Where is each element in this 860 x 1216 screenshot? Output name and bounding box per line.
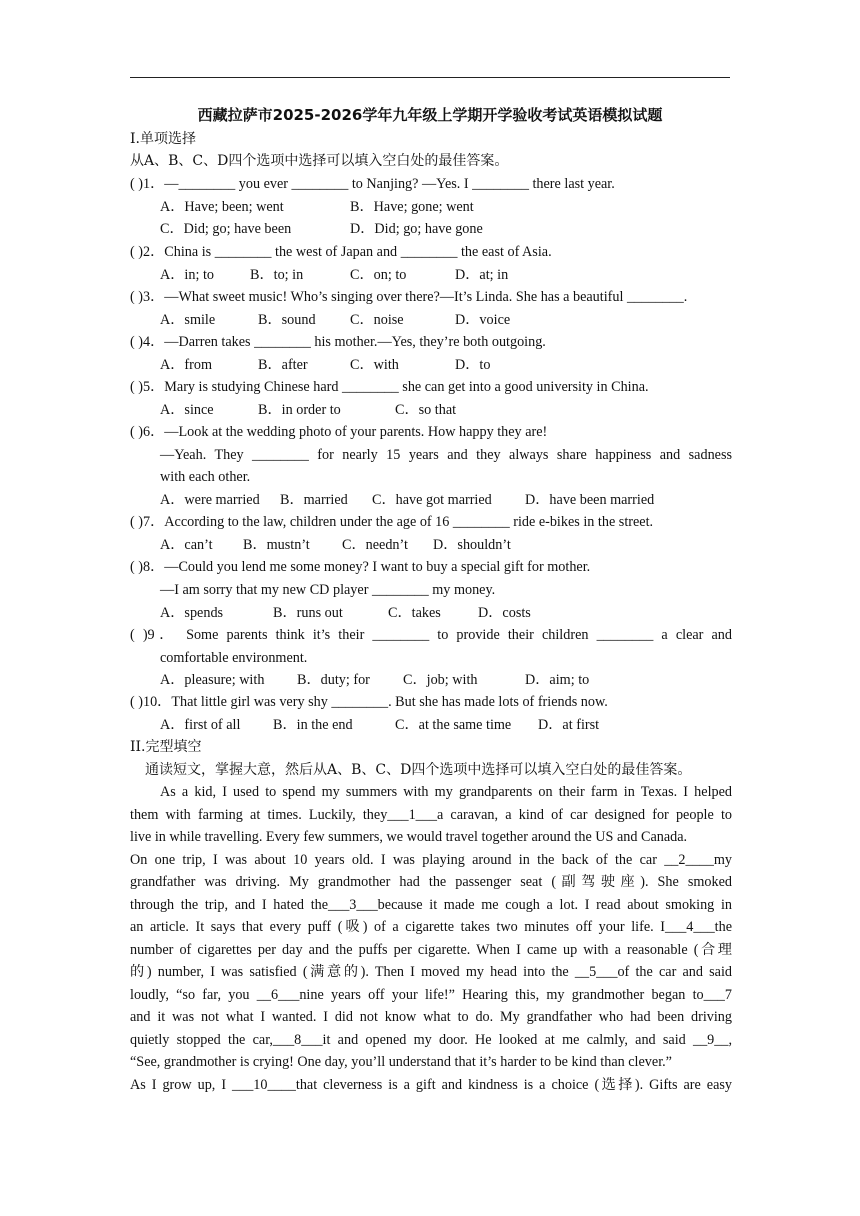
q8-option-b: B．runs out [273, 605, 343, 621]
question-3: ( )3．—What sweet music! Who’s singing over there?—It’s Linda. She has a beautiful ________. [130, 289, 688, 305]
q6-option-b: B．married [280, 492, 348, 508]
passage-line-10: loudly, “so far, you __6___nine years off your life!” Hearing this, my grandmother began to___7 [130, 987, 732, 1003]
q7-option-c: C．needn’t [342, 537, 408, 553]
passage-line-4: On one trip, I was about 10 years old. I was playing around in the back of the car __2____my [130, 852, 732, 868]
section-1-heading: I.单项选择 [130, 131, 196, 147]
question-5: ( )5．Mary is studying Chinese hard ________ she can get into a good university in China. [130, 379, 649, 395]
question-7: ( )7．According to the law, children under the age of 16 ________ ride e-bikes in the street. [130, 514, 654, 530]
q9-option-c: C．job; with [403, 672, 478, 688]
q1-option-b: B．Have; gone; went [350, 199, 474, 215]
q2-option-d: D．at; in [455, 267, 509, 283]
question-6-continuation-2: with each other. [160, 469, 251, 485]
passage-line-2: them with farming at times. Luckily, they___1___a caravan, a kind of car designed for people to [130, 807, 732, 823]
question-4: ( )4．—Darren takes ________ his mother.—Yes, they’re both outgoing. [130, 334, 546, 350]
passage-line-8: number of cigarettes per day and the puffs per cigarette. When I came up with a reasonable (合理 [130, 942, 732, 958]
q3-option-c: C．noise [350, 312, 404, 328]
q8-option-d: D．costs [478, 605, 531, 621]
q4-option-a: A．from [160, 357, 213, 373]
header-rule [130, 77, 730, 78]
q10-option-c: C．at the same time [395, 717, 512, 733]
passage-line-7: an article. It says that every puff (吸) of a cigarette takes two minutes off your life. I___4___the [130, 919, 732, 935]
q9-option-d: D．aim; to [525, 672, 590, 688]
q3-option-d: D．voice [455, 312, 511, 328]
section-1-instruction: 从A、B、C、D四个选项中选择可以填入空白处的最佳答案。 [130, 153, 509, 169]
passage-line-1: As a kid, I used to spend my summers with my grandparents on their farm in Texas. I helped [160, 784, 732, 800]
q5-option-a: A．since [160, 402, 214, 418]
q3-option-a: A．smile [160, 312, 216, 328]
passage-line-14: As I grow up, I ___10____that cleverness is a gift and kindness is a choice (选择). Gifts are easy [130, 1077, 732, 1093]
q4-option-d: D．to [455, 357, 491, 373]
q9-option-a: A．pleasure; with [160, 672, 265, 688]
passage-line-5: grandfather was driving. My grandmother had the passenger seat (副驾驶座). She smoked [130, 874, 732, 890]
question-10: ( )10．That little girl was very shy ________. But she has made lots of friends now. [130, 694, 608, 710]
q6-option-a: A．were married [160, 492, 260, 508]
question-8-continuation: —I am sorry that my new CD player ________ my money. [160, 582, 496, 598]
q7-option-a: A．can’t [160, 537, 213, 553]
q1-option-d: D．Did; go; have gone [350, 221, 483, 237]
q10-option-b: B．in the end [273, 717, 353, 733]
q8-option-c: C．takes [388, 605, 441, 621]
q8-option-a: A．spends [160, 605, 224, 621]
q2-option-a: A．in; to [160, 267, 214, 283]
question-2: ( )2．China is ________ the west of Japan and ________ the east of Asia. [130, 244, 552, 260]
passage-line-13: “See, grandmother is crying! One day, you’ll understand that it’s harder to be kind than clever.” [130, 1054, 672, 1070]
q5-option-c: C．so that [395, 402, 457, 418]
section-2-instruction: 通读短文，掌握大意，然后从A、B、C、D四个选项中选择可以填入空白处的最佳答案。 [145, 762, 692, 778]
question-1: ( )1．—________ you ever ________ to Nanjing? —Yes. I ________ there last year. [130, 176, 615, 192]
question-9-continuation: comfortable environment. [160, 650, 308, 666]
passage-line-12: quietly stopped the car,___8___it and opened my door. He looked at me calmly, and said __9__, [130, 1032, 732, 1048]
q4-option-c: C．with [350, 357, 399, 373]
q1-option-c: C．Did; go; have been [160, 221, 292, 237]
passage-line-6: through the trip, and I hated the___3___because it made me cough a lot. I read about smoking in [130, 897, 732, 913]
q6-option-c: C．have got married [372, 492, 492, 508]
question-9: ( )9． Some parents think it’s their ________ to provide their children ________ a clear and [130, 627, 732, 643]
passage-line-9: 的) number, I was satisfied (满意的). Then I moved my head into the __5___of the car and said [130, 964, 732, 980]
question-6-continuation: —Yeah. They ________ for nearly 15 years and they always share happiness and sadness [160, 447, 732, 463]
q1-option-a: A．Have; been; went [160, 199, 284, 215]
q7-option-d: D．shouldn’t [433, 537, 511, 553]
q5-option-b: B．in order to [258, 402, 341, 418]
q6-option-d: D．have been married [525, 492, 655, 508]
q9-option-b: B．duty; for [297, 672, 370, 688]
q4-option-b: B．after [258, 357, 308, 373]
q7-option-b: B．mustn’t [243, 537, 310, 553]
passage-line-3: live in while travelling. Every few summers, we would travel together around the US and Canada. [130, 829, 688, 845]
section-2-heading: II.完型填空 [130, 739, 202, 755]
passage-line-11: and it was not what I wanted. I did not know what to do. My grandfather who had been driving [130, 1009, 732, 1025]
q2-option-b: B．to; in [250, 267, 304, 283]
question-8: ( )8．—Could you lend me some money? I want to buy a special gift for mother. [130, 559, 591, 575]
q10-option-d: D．at first [538, 717, 600, 733]
page-title: 西藏拉萨市2025-2026学年九年级上学期开学验收考试英语模拟试题 [197, 106, 663, 124]
q2-option-c: C．on; to [350, 267, 407, 283]
question-6: ( )6．—Look at the wedding photo of your parents. How happy they are! [130, 424, 548, 440]
q10-option-a: A．first of all [160, 717, 241, 733]
q3-option-b: B．sound [258, 312, 316, 328]
